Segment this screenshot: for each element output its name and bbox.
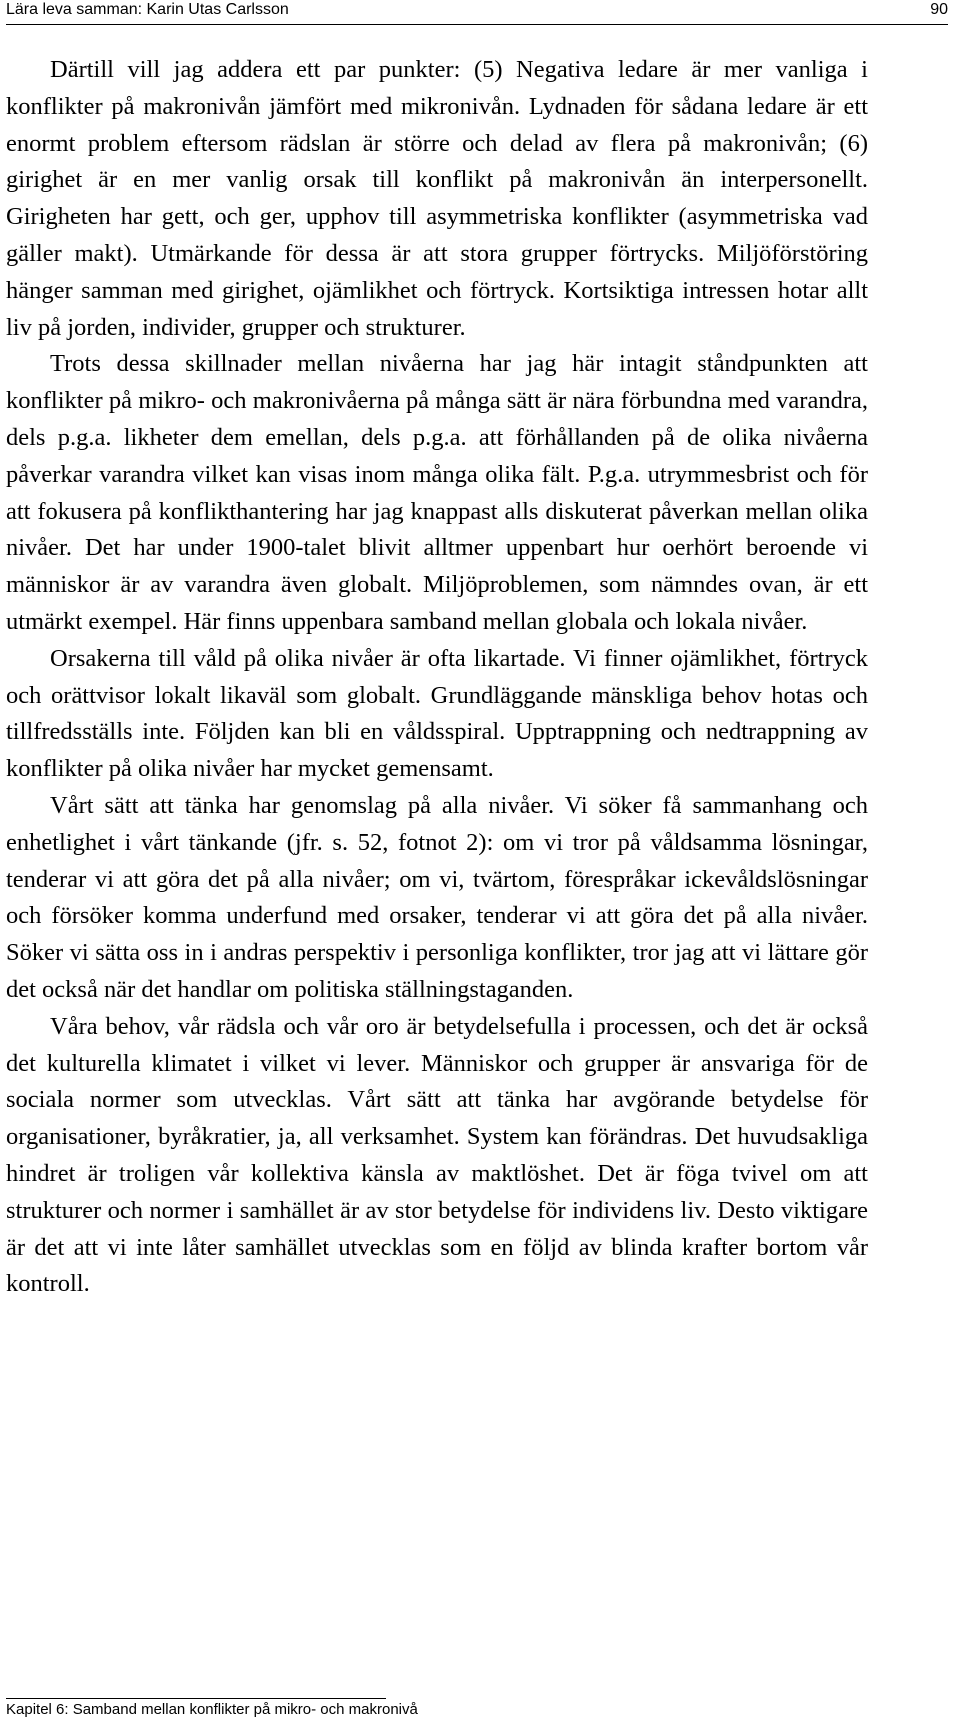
paragraph: Trots dessa skillnader mellan nivåerna har jag här intagit ståndpunkten att konflikter på mikro- och makronivåerna på många sätt är nära förbundna med varandra, dels p.g.a. likheter dem emellan, dels p.g.a. att förhållanden på de olika nivåerna påverkar varandra vilket kan visas inom många olika fält. P.g.a. utrymmesbrist och för att fokusera på konflikthantering har jag knappast alls diskuterat påverkan mellan olika nivåer. Det har under 1900-talet blivit alltmer uppenbart hur oerhört beroende vi människor är av varandra även globalt. Miljöproblemen, som nämndes ovan, är ett utmärkt exempel. Här finns uppenbara samband mellan globala och lokala nivåer. xyxy=(6,350,868,635)
page-footer xyxy=(6,1698,418,1719)
paragraph: Våra behov, vår rädsla och vår oro är betydelsefulla i processen, och det är också det kulturella klimatet i vilket vi lever. Människor och grupper är ansvariga för de sociala normer som utvecklas. Vårt sätt att tänka har avgörande betydelse för organisationer, byråkratier, ja, all verksamhet. System kan förändras. Det huvudsakliga hindret är troligen vår kollektiva känsla av maktlöshet. Det är föga tvivel om att strukturer och normer i samhället är av stor betydelse för individens liv. Desto viktigare är det att vi inte låter samhället utvecklas som en följd av blinda krafter bortom vår kontroll. xyxy=(6,1012,868,1298)
paragraph: Vårt sätt att tänka har genomslag på alla nivåer. Vi söker få sammanhang och enhetlighet i vårt tänkande (jfr. s. 52, fotnot 2): om vi tror på våldsamma lösningar, tenderar vi att göra det på alla nivåer; om vi, tvärtom, förespråkar ickevåldslösningar och försöker komma underfund med orsaker, tenderar vi att göra det på alla nivåer. Söker vi sätta oss in i andras perspektiv i personliga konflikter, tror jag att vi lättare gör det också när det handlar om politiska ställningstaganden. xyxy=(6,791,868,1003)
paragraph: Orsakerna till våld på olika nivåer är ofta likartade. Vi finner ojämlikhet, förtryck och orättvisor lokalt likaväl som globalt. Grundläggande mänskliga behov hotas och tillfredsställs inte. Följden kan bli en våldsspiral. Upptrappning och nedtrappning av konflikter på olika nivåer har mycket gemensamt. xyxy=(6,644,868,783)
chapter-title: Kapitel 6: Samband mellan konflikter på mikro- och makronivå xyxy=(6,1701,418,1718)
paragraph: Därtill vill jag addera ett par punkter: (5) Negativa ledare är mer vanliga i konflikter på makronivån jämfört med mikronivån. Lydnaden för sådana ledare är ett enormt problem eftersom rädslan är större och delad av flera på makronivån; (6) girighet är en mer vanlig orsak till konflikt på makronivån än interpersonellt. Girigheten har gett, och ger, upphov till asymmetriska konflikter (asymmetriska vad gäller makt). Utmärkande för dessa är att stora grupper förtrycks. Miljöförstöring hänger samman med girighet, ojämlikhet och förtryck. Kortsiktiga intressen hotar allt liv på jorden, individer, grupper och strukturer. xyxy=(6,56,868,341)
body-text xyxy=(6,52,868,1303)
page-number: 90 xyxy=(930,1,948,18)
running-title: Lära leva samman: Karin Utas Carlsson xyxy=(6,1,289,18)
page-header xyxy=(6,0,948,25)
